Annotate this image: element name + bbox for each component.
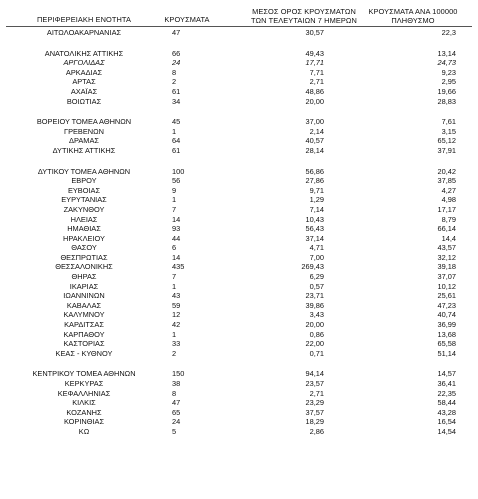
per100k-cell: 65,12 xyxy=(437,136,456,146)
header-cases: ΚΡΟΥΣΜΑΤΑ xyxy=(164,15,210,24)
per100k-cell: 51,14 xyxy=(437,348,456,358)
avg7-cell: 37,00 xyxy=(305,117,324,127)
header-per100k: ΚΡΟΥΣΜΑΤΑ ΑΝΑ 100000 ΠΛΗΘΥΣΜΟ xyxy=(368,7,458,25)
region-cell: ΘΕΣΣΑΛΟΝΙΚΗΣ xyxy=(55,262,113,272)
cases-cell: 14 xyxy=(172,252,181,262)
avg7-cell: 27,86 xyxy=(305,176,324,186)
cases-cell: 61 xyxy=(172,86,181,96)
table-row xyxy=(0,339,478,349)
cases-cell: 45 xyxy=(172,117,181,127)
avg7-cell: 7,71 xyxy=(309,67,324,77)
table-row xyxy=(0,215,478,225)
table-row xyxy=(0,127,478,137)
cases-cell: 14 xyxy=(172,214,181,224)
table-row xyxy=(0,243,478,253)
group-spacer xyxy=(0,358,478,369)
region-cell: ΗΛΕΙΑΣ xyxy=(70,214,98,224)
table-row xyxy=(0,379,478,389)
per100k-cell: 37,91 xyxy=(437,145,456,155)
region-cell: ΙΩΑΝΝΙΝΩΝ xyxy=(63,291,105,301)
cases-cell: 1 xyxy=(172,195,177,205)
avg7-cell: 9,71 xyxy=(309,185,324,195)
region-cell: ΘΗΡΑΣ xyxy=(71,272,97,282)
avg7-cell: 40,57 xyxy=(305,136,324,146)
per100k-cell: 28,83 xyxy=(437,96,456,106)
avg7-cell: 48,86 xyxy=(305,86,324,96)
cases-cell: 150 xyxy=(172,369,185,379)
avg7-cell: 28,14 xyxy=(305,145,324,155)
per100k-cell: 32,12 xyxy=(437,252,456,262)
per100k-cell: 36,99 xyxy=(437,320,456,330)
avg7-cell: 2,71 xyxy=(309,77,324,87)
cases-cell: 59 xyxy=(172,300,181,310)
table-row xyxy=(0,77,478,87)
per100k-cell: 14,54 xyxy=(437,426,456,436)
region-cell: ΚΕΑΣ - ΚΥΘΝΟΥ xyxy=(55,348,113,358)
per100k-cell: 24,73 xyxy=(437,58,456,68)
avg7-cell: 7,14 xyxy=(309,204,324,214)
cases-cell: 2 xyxy=(172,348,177,358)
per100k-cell: 7,61 xyxy=(441,117,456,127)
table-row xyxy=(0,97,478,107)
cases-cell: 8 xyxy=(172,67,177,77)
per100k-cell: 2,95 xyxy=(441,77,456,87)
region-cell: ΑΝΑΤΟΛΙΚΗΣ ΑΤΤΙΚΗΣ xyxy=(44,48,124,58)
table-row xyxy=(0,349,478,359)
region-cell: ΚΟΡΙΝΘΙΑΣ xyxy=(63,417,105,427)
per100k-cell: 58,44 xyxy=(437,398,456,408)
per100k-cell: 22,3 xyxy=(441,28,456,37)
region-cell: ΚΑΣΤΟΡΙΑΣ xyxy=(63,339,105,349)
region-cell: ΔΥΤΙΚΗΣ ΑΤΤΙΚΗΣ xyxy=(52,145,116,155)
region-cell: ΔΥΤΙΚΟΥ ΤΟΜΕΑ ΑΘΗΝΩΝ xyxy=(37,166,131,176)
per100k-cell: 8,79 xyxy=(441,214,456,224)
table-row xyxy=(0,330,478,340)
per100k-cell: 20,42 xyxy=(437,166,456,176)
avg7-cell: 30,57 xyxy=(305,28,324,37)
per100k-cell: 43,28 xyxy=(437,407,456,417)
region-cell: ΚΕΝΤΡΙΚΟΥ ΤΟΜΕΑ ΑΘΗΝΩΝ xyxy=(32,369,136,379)
cases-cell: 9 xyxy=(172,185,177,195)
region-cell: ΓΡΕΒΕΝΩΝ xyxy=(64,126,104,136)
per100k-cell: 36,41 xyxy=(437,379,456,388)
cases-cell: 2 xyxy=(172,77,177,87)
per100k-cell: 13,68 xyxy=(437,329,456,339)
per100k-cell: 4,27 xyxy=(441,185,456,195)
per100k-cell: 13,14 xyxy=(437,48,456,58)
table-row xyxy=(0,310,478,320)
table-row xyxy=(0,389,478,399)
per100k-cell: 65,58 xyxy=(437,339,456,349)
avg7-cell: 37,57 xyxy=(305,407,324,417)
cases-cell: 47 xyxy=(172,28,181,37)
cases-cell: 24 xyxy=(172,417,181,427)
avg7-cell: 94,14 xyxy=(305,369,324,379)
avg7-cell: 1,29 xyxy=(309,195,324,205)
region-cell: ΕΥΡΥΤΑΝΙΑΣ xyxy=(61,195,107,205)
group-spacer xyxy=(0,38,478,49)
table-row xyxy=(0,272,478,282)
avg7-cell: 20,00 xyxy=(305,320,324,330)
table-row xyxy=(0,301,478,311)
per100k-cell: 14,4 xyxy=(441,233,456,243)
cases-cell: 7 xyxy=(172,272,177,282)
table-row xyxy=(0,224,478,234)
region-cell: ΔΡΑΜΑΣ xyxy=(69,136,99,146)
cases-cell: 34 xyxy=(172,96,181,106)
per100k-cell: 22,35 xyxy=(437,388,456,398)
table-row xyxy=(0,427,478,437)
region-cell: ΖΑΚΥΝΘΟΥ xyxy=(63,204,105,214)
avg7-cell: 23,57 xyxy=(305,379,324,388)
avg7-cell: 4,71 xyxy=(309,243,324,253)
table-row xyxy=(0,398,478,408)
region-cell: ΗΜΑΘΙΑΣ xyxy=(67,224,101,234)
table-row xyxy=(0,58,478,68)
table-row xyxy=(0,195,478,205)
region-cell: ΒΟΡΕΙΟΥ ΤΟΜΕΑ ΑΘΗΝΩΝ xyxy=(36,117,132,127)
region-cell: ΘΕΣΠΡΩΤΙΑΣ xyxy=(60,252,108,262)
avg7-cell: 56,43 xyxy=(305,224,324,234)
cases-cell: 61 xyxy=(172,145,181,155)
cases-cell: 12 xyxy=(172,310,181,320)
cases-cell: 93 xyxy=(172,224,181,234)
region-cell: ΑΡΚΑΔΙΑΣ xyxy=(65,67,103,77)
table-row xyxy=(0,186,478,196)
header-avg7: ΜΕΣΟΣ ΟΡΟΣ ΚΡΟΥΣΜΑΤΩΝ ΤΩΝ ΤΕΛΕΥΤΑΙΩΝ 7 ΗΜΕΡΩΝ xyxy=(251,7,357,25)
header-region: ΠΕΡΙΦΕΡΕΙΑΚΗ ΕΝΟΤΗΤΑ xyxy=(37,15,131,24)
table-row xyxy=(0,167,478,177)
per100k-cell: 25,61 xyxy=(437,291,456,301)
per100k-cell: 3,15 xyxy=(441,126,456,136)
per100k-cell: 10,12 xyxy=(437,281,456,291)
table-row xyxy=(0,205,478,215)
per100k-cell: 66,14 xyxy=(437,224,456,234)
region-cell: ΒΟΙΩΤΙΑΣ xyxy=(66,96,102,106)
cases-cell: 43 xyxy=(172,291,181,301)
region-cell: ΚΑΒΑΛΑΣ xyxy=(66,300,102,310)
region-cell: ΑΡΓΟΛΙΔΑΣ xyxy=(63,58,105,68)
avg7-cell: 2,86 xyxy=(309,426,324,436)
table-row xyxy=(0,408,478,418)
avg7-cell: 0,71 xyxy=(309,348,324,358)
cases-cell: 65 xyxy=(172,407,181,417)
per100k-cell: 43,57 xyxy=(437,243,456,253)
region-cell: ΕΥΒΟΙΑΣ xyxy=(67,185,101,195)
region-cell: ΚΕΡΚΥΡΑΣ xyxy=(64,379,104,388)
cases-cell: 42 xyxy=(172,320,181,330)
cases-cell: 8 xyxy=(172,388,177,398)
region-cell: ΚΑΡΠΑΘΟΥ xyxy=(63,329,105,339)
region-cell: ΗΡΑΚΛΕΙΟΥ xyxy=(63,233,105,243)
table-row xyxy=(0,234,478,244)
cases-cell: 47 xyxy=(172,398,181,408)
table-header xyxy=(0,0,478,30)
avg7-cell: 269,43 xyxy=(301,262,324,272)
group-spacer xyxy=(0,156,478,167)
region-cell: ΚΑΡΔΙΤΣΑΣ xyxy=(64,320,104,330)
avg7-cell: 23,71 xyxy=(305,291,324,301)
table-row xyxy=(0,320,478,330)
table-row xyxy=(0,49,478,59)
region-cell: ΘΑΣΟΥ xyxy=(71,243,97,253)
table-row xyxy=(0,136,478,146)
avg7-cell: 20,00 xyxy=(305,96,324,106)
table-row xyxy=(0,28,478,38)
region-cell: ΙΚΑΡΙΑΣ xyxy=(69,281,99,291)
region-cell: ΚΑΛΥΜΝΟΥ xyxy=(63,310,105,320)
per100k-cell: 40,74 xyxy=(437,310,456,320)
avg7-cell: 6,29 xyxy=(309,272,324,282)
table-row xyxy=(0,253,478,263)
cases-cell: 100 xyxy=(172,166,185,176)
per100k-cell: 47,23 xyxy=(437,300,456,310)
per100k-cell: 16,54 xyxy=(437,417,456,427)
table-row xyxy=(0,262,478,272)
cases-cell: 66 xyxy=(172,48,181,58)
cases-cell: 56 xyxy=(172,176,181,186)
cases-cell: 1 xyxy=(172,329,177,339)
avg7-cell: 7,00 xyxy=(309,252,324,262)
region-cell: ΑΙΤΩΛΟΑΚΑΡΝΑΝΙΑΣ xyxy=(46,28,122,37)
avg7-cell: 37,14 xyxy=(305,233,324,243)
cases-cell: 1 xyxy=(172,126,177,136)
cases-cell: 435 xyxy=(172,262,185,272)
region-cell: ΕΒΡΟΥ xyxy=(71,176,97,186)
cases-cell: 7 xyxy=(172,204,177,214)
avg7-cell: 22,00 xyxy=(305,339,324,349)
cases-cell: 5 xyxy=(172,426,177,436)
cases-cell: 24 xyxy=(172,58,181,68)
table-row xyxy=(0,417,478,427)
table-row xyxy=(0,291,478,301)
per100k-cell: 19,66 xyxy=(437,86,456,96)
avg7-cell: 23,29 xyxy=(305,398,324,408)
avg7-cell: 49,43 xyxy=(305,48,324,58)
table-row xyxy=(0,87,478,97)
cases-cell: 33 xyxy=(172,339,181,349)
per100k-cell: 17,17 xyxy=(437,204,456,214)
per100k-cell: 37,07 xyxy=(437,272,456,282)
avg7-cell: 0,86 xyxy=(309,329,324,339)
region-cell: ΑΡΤΑΣ xyxy=(72,77,96,87)
avg7-cell: 2,71 xyxy=(309,388,324,398)
cases-cell: 38 xyxy=(172,379,181,388)
avg7-cell: 2,14 xyxy=(309,126,324,136)
table-row xyxy=(0,282,478,292)
avg7-cell: 10,43 xyxy=(305,214,324,224)
cases-cell: 44 xyxy=(172,233,181,243)
table-row xyxy=(0,176,478,186)
avg7-cell: 0,57 xyxy=(309,281,324,291)
per100k-cell: 39,18 xyxy=(437,262,456,272)
table-row xyxy=(0,68,478,78)
avg7-cell: 3,43 xyxy=(309,310,324,320)
per100k-cell: 37,85 xyxy=(437,176,456,186)
region-cell: ΑΧΑΪΑΣ xyxy=(70,86,98,96)
per100k-cell: 4,98 xyxy=(441,195,456,205)
avg7-cell: 39,86 xyxy=(305,300,324,310)
table-row xyxy=(0,146,478,156)
avg7-cell: 18,29 xyxy=(305,417,324,427)
cases-cell: 1 xyxy=(172,281,177,291)
avg7-cell: 17,71 xyxy=(305,58,324,68)
header-divider xyxy=(6,26,472,27)
table-row xyxy=(0,369,478,379)
per100k-cell: 9,23 xyxy=(441,67,456,77)
region-cell: ΚΟΖΑΝΗΣ xyxy=(66,407,102,417)
table-row xyxy=(0,117,478,127)
group-spacer xyxy=(0,106,478,117)
region-cell: ΚΕΦΑΛΛΗΝΙΑΣ xyxy=(57,388,111,398)
cases-cell: 64 xyxy=(172,136,181,146)
region-cell: ΚΙΛΚΙΣ xyxy=(72,398,96,408)
per100k-cell: 14,57 xyxy=(437,369,456,379)
table-body xyxy=(0,28,478,437)
region-cell: ΚΩ xyxy=(78,426,90,436)
cases-cell: 6 xyxy=(172,243,177,253)
avg7-cell: 56,86 xyxy=(305,166,324,176)
